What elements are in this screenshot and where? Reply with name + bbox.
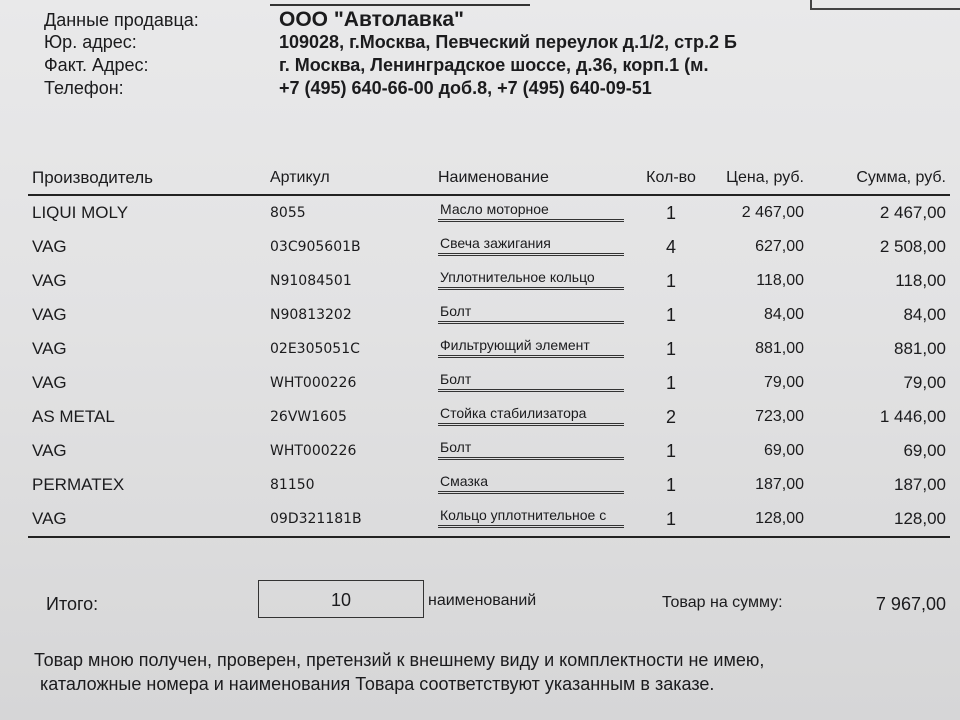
header-name: Наименование bbox=[434, 166, 637, 195]
name-cell bbox=[434, 195, 637, 230]
article-cell: WHT000226 bbox=[270, 443, 357, 459]
header-article: Артикул bbox=[266, 166, 434, 195]
manufacturer-cell: AS METAL bbox=[32, 407, 115, 426]
table-row bbox=[28, 230, 950, 264]
items-table bbox=[28, 166, 950, 538]
price-cell: 128,00 bbox=[705, 502, 808, 537]
phone-row bbox=[36, 77, 737, 100]
total-label: Итого: bbox=[46, 594, 99, 614]
article-cell: 09D321181B bbox=[266, 502, 434, 537]
legal-address-value: 109028, г.Москва, Певческий переулок д.1/2, стр.2 Б bbox=[279, 32, 737, 52]
article-cell: 26VW1605 bbox=[270, 409, 347, 425]
table-row bbox=[28, 332, 950, 366]
total-sum-label: Товар на сумму: bbox=[662, 594, 783, 611]
item-name-text: Болт bbox=[438, 439, 624, 460]
quantity-cell: 1 bbox=[665, 202, 676, 223]
manufacturer-cell: VAG bbox=[28, 502, 266, 537]
sum-cell: 1 446,00 bbox=[879, 407, 946, 426]
item-name-text: Болт bbox=[438, 371, 624, 392]
top-box bbox=[810, 0, 960, 10]
manufacturer-cell: PERMATEX bbox=[32, 475, 125, 494]
seller-row bbox=[36, 8, 737, 31]
top-rule bbox=[270, 0, 530, 6]
quantity-cell: 1 bbox=[665, 270, 676, 291]
actual-address-row bbox=[36, 54, 737, 77]
article-cell: WHT000226 bbox=[270, 375, 357, 391]
quantity-cell: 1 bbox=[665, 338, 676, 359]
table-header-row bbox=[28, 166, 950, 195]
sum-cell: 2 467,00 bbox=[879, 203, 946, 222]
item-name-text: Кольцо уплотнительное с bbox=[438, 507, 624, 528]
table-row bbox=[28, 366, 950, 400]
sum-cell: 84,00 bbox=[903, 305, 946, 324]
item-name-text: Смазка bbox=[438, 473, 624, 494]
item-name-text: Свеча зажигания bbox=[438, 235, 624, 256]
acceptance-note bbox=[34, 648, 934, 696]
quantity-cell: 1 bbox=[665, 474, 676, 495]
header-quantity: Кол-во bbox=[637, 166, 705, 195]
article-cell: 8055 bbox=[270, 205, 306, 221]
manufacturer-cell: VAG bbox=[32, 305, 67, 324]
quantity-cell: 4 bbox=[665, 236, 676, 257]
name-cell bbox=[434, 298, 637, 332]
table-row bbox=[28, 434, 950, 468]
seller-label: Данные продавца: bbox=[44, 10, 199, 30]
item-name-text: Масло моторное bbox=[438, 201, 624, 222]
phone-value: +7 (495) 640-66-00 доб.8, +7 (495) 640-09-51 bbox=[279, 78, 652, 98]
sum-cell: 128,00 bbox=[808, 502, 950, 537]
table-row bbox=[28, 195, 950, 230]
price-cell: 118,00 bbox=[756, 272, 804, 289]
name-cell bbox=[434, 366, 637, 400]
header-sum: Сумма, руб. bbox=[808, 166, 950, 195]
price-cell: 627,00 bbox=[755, 238, 804, 255]
seller-info bbox=[36, 8, 737, 100]
article-cell: 81150 bbox=[270, 477, 315, 493]
item-name-text: Уплотнительное кольцо bbox=[438, 269, 624, 290]
name-cell bbox=[434, 468, 637, 502]
sum-cell: 69,00 bbox=[903, 441, 946, 460]
table-row bbox=[28, 400, 950, 434]
price-cell: 79,00 bbox=[763, 374, 804, 391]
quantity-cell: 2 bbox=[665, 406, 676, 427]
article-cell: 02E305051C bbox=[270, 341, 360, 357]
legal-address-row bbox=[36, 31, 737, 54]
table-row bbox=[28, 264, 950, 298]
table-row bbox=[28, 502, 950, 537]
price-cell: 2 467,00 bbox=[741, 204, 804, 221]
total-sum-value: 7 967,00 bbox=[875, 594, 946, 614]
name-cell bbox=[434, 400, 637, 434]
quantity-cell: 1 bbox=[665, 372, 676, 393]
article-cell: 03C905601B bbox=[270, 239, 361, 255]
item-name-text: Стойка стабилизатора bbox=[438, 405, 624, 426]
name-cell bbox=[434, 332, 637, 366]
phone-label: Телефон: bbox=[44, 78, 124, 98]
actual-address-label: Факт. Адрес: bbox=[44, 55, 149, 75]
quantity-cell: 1 bbox=[665, 304, 676, 325]
price-cell: 723,00 bbox=[755, 408, 804, 425]
item-name-text: Болт bbox=[438, 303, 624, 324]
table-row bbox=[28, 298, 950, 332]
manufacturer-cell: VAG bbox=[32, 237, 67, 256]
item-name-text: Фильтрующий элемент bbox=[438, 337, 624, 358]
sum-cell: 118,00 bbox=[895, 271, 946, 290]
manufacturer-cell: VAG bbox=[32, 271, 67, 290]
manufacturer-cell: VAG bbox=[32, 373, 67, 392]
name-cell bbox=[434, 230, 637, 264]
price-cell: 881,00 bbox=[755, 340, 804, 357]
quantity-cell: 1 bbox=[637, 502, 705, 537]
name-cell bbox=[434, 502, 637, 537]
sum-cell: 2 508,00 bbox=[879, 237, 946, 256]
quantity-cell: 1 bbox=[665, 440, 676, 461]
manufacturer-cell: LIQUI MOLY bbox=[32, 203, 129, 222]
price-cell: 69,00 bbox=[763, 442, 804, 459]
sum-cell: 881,00 bbox=[894, 339, 946, 358]
seller-value: ООО "Автолавка" bbox=[279, 8, 464, 31]
header-manufacturer: Производитель bbox=[28, 166, 266, 195]
note-line: каталожные номера и наименования Товара соответствуют указанным в заказе. bbox=[40, 674, 715, 694]
legal-address-label: Юр. адрес: bbox=[44, 32, 137, 52]
item-count-unit: наименований bbox=[428, 592, 537, 609]
manufacturer-cell: VAG bbox=[32, 339, 67, 358]
manufacturer-cell: VAG bbox=[32, 441, 67, 460]
totals bbox=[36, 580, 946, 640]
name-cell bbox=[434, 264, 637, 298]
note-line: Товар мною получен, проверен, претензий к внешнему виду и комплектности не имею, bbox=[34, 650, 765, 670]
article-cell: N90813202 bbox=[270, 307, 352, 323]
sum-cell: 187,00 bbox=[894, 475, 946, 494]
item-count-box: 10 bbox=[258, 580, 424, 618]
article-cell: N91084501 bbox=[270, 273, 352, 289]
header-price: Цена, руб. bbox=[705, 166, 808, 195]
price-cell: 187,00 bbox=[755, 476, 804, 493]
name-cell bbox=[434, 434, 637, 468]
actual-address-value: г. Москва, Ленинградское шоссе, д.36, корп.1 (м. bbox=[279, 55, 709, 75]
table-row bbox=[28, 468, 950, 502]
price-cell: 84,00 bbox=[763, 306, 804, 323]
sum-cell: 79,00 bbox=[903, 373, 946, 392]
